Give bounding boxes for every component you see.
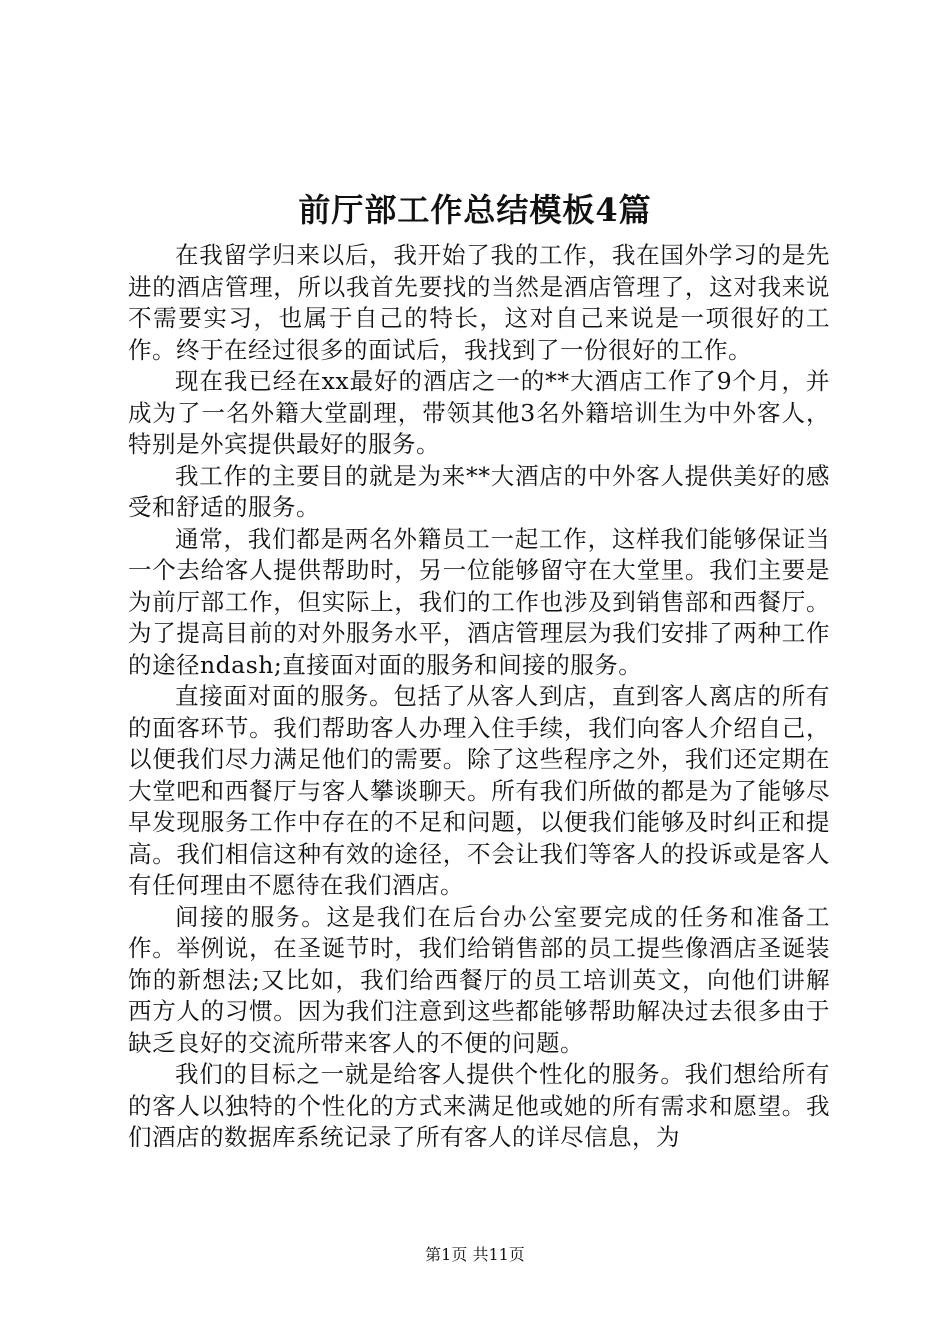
paragraph: 间接的服务。这是我们在后台办公室要完成的任务和准备工作。举例说，在圣诞节时，我们给销售部的员工提些像酒店圣诞装饰的新想法;又比如，我们给西餐厅的员工培训英文，向他们讲解西方人的习惯。因为我们注意到这些都能够帮助解决过去很多由于缺乏良好的交流所带来客人的不便的问题。	[128, 902, 830, 1057]
paragraph: 在我留学归来以后，我开始了我的工作，我在国外学习的是先进的酒店管理，所以我首先要找的当然是酒店管理了，这对我来说不需要实习，也属于自己的特长，这对自己来说是一项很好的工作。终于在经过很多的面试后，我找到了一份很好的工作。	[128, 241, 830, 364]
document-title: 前厅部工作总结模板4篇	[298, 191, 652, 229]
paragraph: 我们的目标之一就是给客人提供个性化的服务。我们想给所有的客人以独特的个性化的方式来满足他或她的所有需求和愿望。我们酒店的数据库系统记录了所有客人的详尽信息，为	[128, 1060, 830, 1151]
paragraph: 直接面对面的服务。包括了从客人到店，直到客人离店的所有的面客环节。我们帮助客人办理入住手续，我们向客人介绍自己，以便我们尽力满足他们的需要。除了这些程序之外，我们还定期在大堂吧和西餐厅与客人攀谈聊天。所有我们所做的都是为了能够尽早发现服务工作中存在的不足和问题，以便我们能够及时纠正和提高。我们相信这种有效的途径，不会让我们等客人的投诉或是客人有任何理由不愿待在我们酒店。	[128, 682, 830, 899]
page-footer: 第1页 共11页	[425, 1245, 525, 1264]
paragraph: 现在我已经在xx最好的酒店之一的**大酒店工作了9个月，并成为了一名外籍大堂副理，带领其他3名外籍培训生为中外客人，特别是外宾提供最好的服务。	[128, 367, 830, 458]
paragraph: 通常，我们都是两名外籍员工一起工作，这样我们能够保证当一个去给客人提供帮助时，另一位能够留守在大堂里。我们主要是为前厅部工作，但实际上，我们的工作也涉及到销售部和西餐厅。为了提高目前的对外服务水平，酒店管理层为我们安排了两种工作的途径ndash;直接面对面的服务和间接的服务。	[128, 524, 830, 679]
document-body	[128, 240, 830, 1154]
paragraph: 我工作的主要目的就是为来**大酒店的中外客人提供美好的感受和舒适的服务。	[128, 461, 830, 521]
